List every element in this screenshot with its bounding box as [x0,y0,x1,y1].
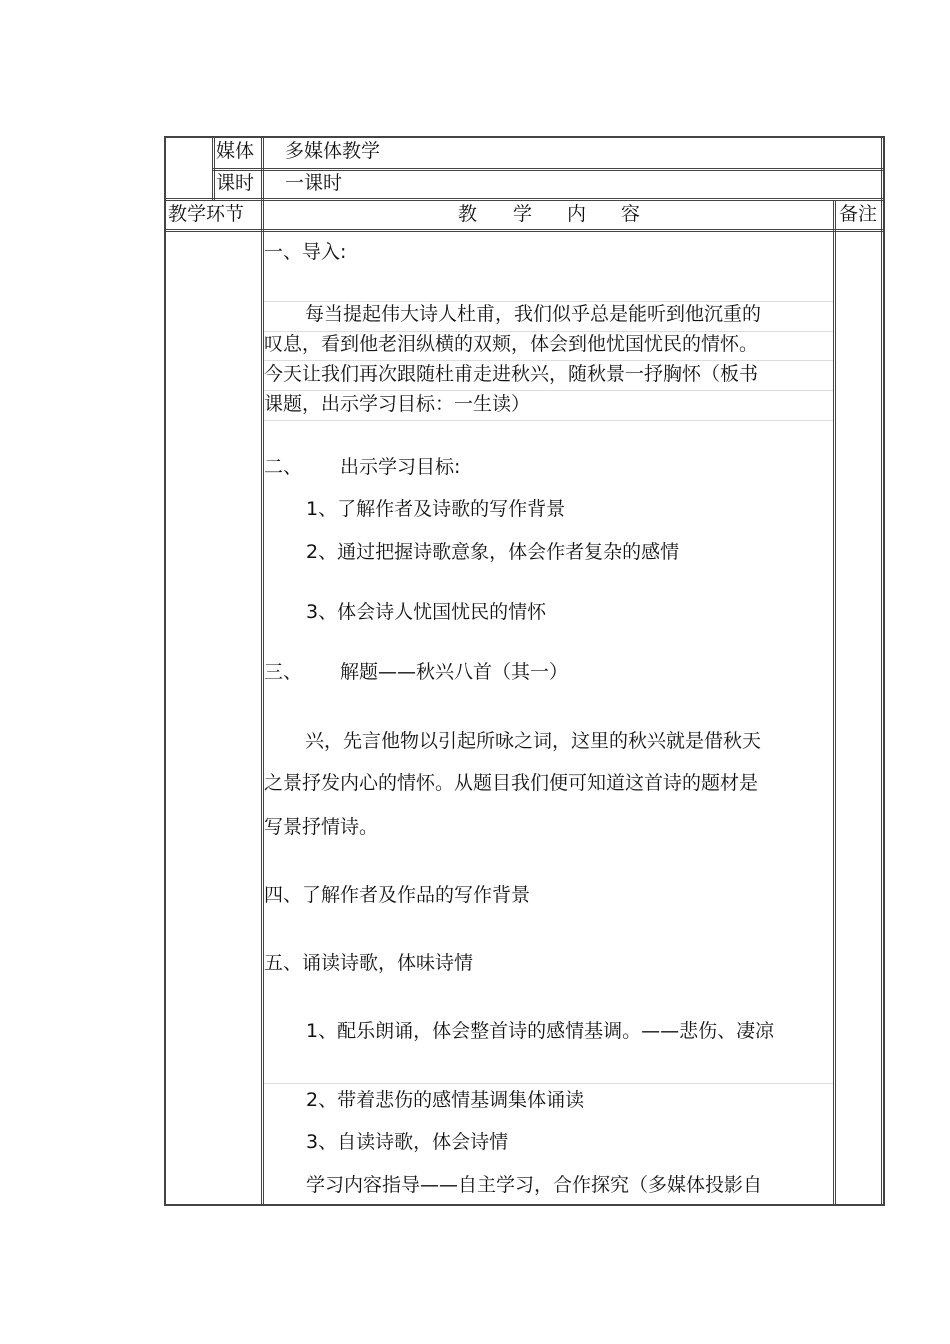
column-header-content-2: 学 [513,203,533,225]
title-heading-number: 三、 [264,661,303,683]
intro-line: 每当提起伟大诗人杜甫，我们似乎总是能听到他沉重的 [305,303,762,325]
column-header-content-1: 教 [458,203,478,225]
section-five-heading: 五、诵读诗歌，体味诗情 [264,952,474,974]
goals-heading-text: 出示学习目标: [340,456,461,478]
column-header-content-4: 容 [621,203,641,225]
section-four-heading: 四、了解作者及作品的写作背景 [264,884,531,906]
reading-item: 2、带着悲伤的感情基调集体诵读 [306,1089,585,1111]
goal-item: 3、体会诗人忧国忧民的情怀 [306,601,547,623]
column-header-content-3: 内 [567,203,587,225]
title-explanation-line: 兴，先言他物以引起所咏之词，这里的秋兴就是借秋天 [305,730,762,752]
hours-value: 一课时 [285,172,343,194]
intro-line: 叹息，看到他老泪纵横的双颊，体会到他忧国忧民的情怀。 [264,333,759,355]
intro-line: 课题，出示学习目标：一生读） [264,393,531,415]
goal-item: 2、通过把握诗歌意象，体会作者复杂的感情 [306,541,680,563]
reading-item: 1、配乐朗诵，体会整首诗的感情基调。——悲伤、凄凉 [306,1020,775,1042]
guidance-line: 学习内容指导——自主学习，合作探究（多媒体投影自 [306,1174,763,1196]
title-explanation-line: 之景抒发内心的情怀。从题目我们便可知道这首诗的题材是 [264,772,759,794]
reading-item: 3、自读诗歌，体会诗情 [306,1131,509,1153]
title-heading-text: 解题——秋兴八首（其一） [340,661,569,683]
goal-item: 1、了解作者及诗歌的写作背景 [306,498,566,520]
column-header-section: 教学环节 [168,203,245,225]
hours-label: 课时 [216,172,255,194]
media-value: 多媒体教学 [285,140,381,162]
media-label: 媒体 [216,140,255,162]
intro-heading: 一、导入: [264,241,347,263]
column-header-notes: 备注 [839,203,878,225]
goals-heading-number: 二、 [264,456,303,478]
title-explanation-line: 写景抒情诗。 [264,816,379,838]
intro-line: 今天让我们再次跟随杜甫走进秋兴，随秋景一抒胸怀（板书 [264,363,759,385]
